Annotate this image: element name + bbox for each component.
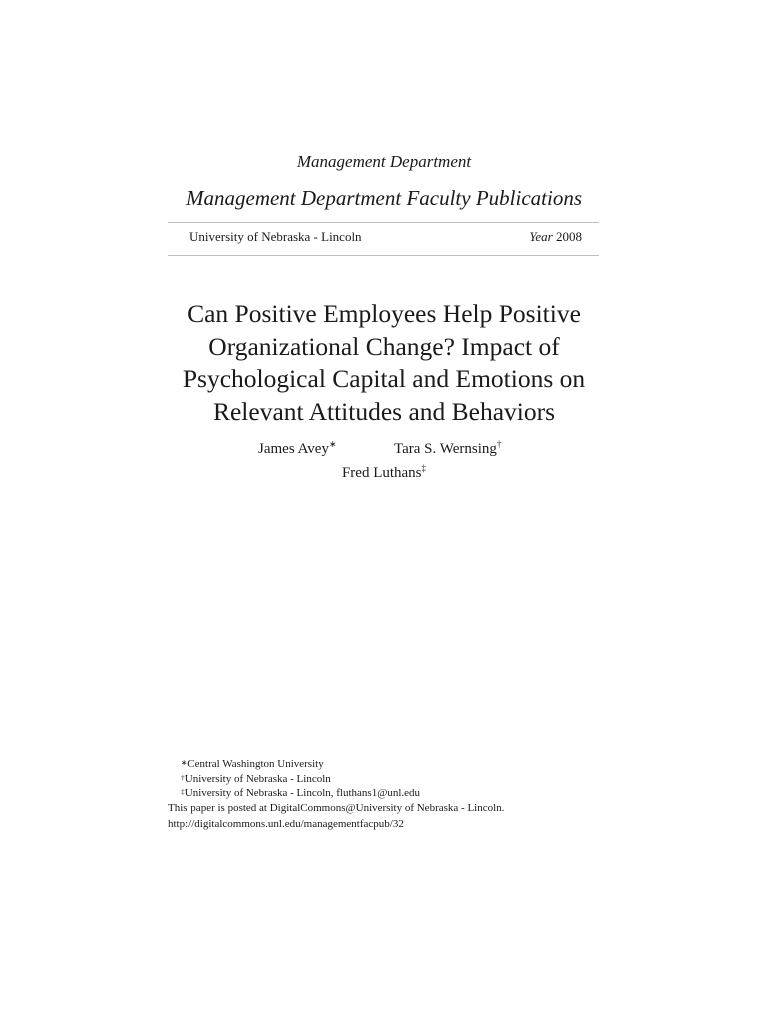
year-value: 2008	[556, 229, 582, 244]
footnote-mark: ‡	[181, 787, 185, 796]
posting-notice: This paper is posted at DigitalCommons@University of Nebraska - Lincoln.	[168, 801, 505, 814]
author-mark: ∗	[328, 439, 337, 449]
footnote-3	[181, 786, 420, 801]
author-name: Fred Luthans	[341, 465, 422, 481]
footnote-mark: ∗	[181, 758, 188, 767]
collection-title: Management Department Faculty Publications	[186, 186, 582, 210]
author-3	[0, 465, 768, 482]
paper-title: Can Positive Employees Help Positive Organizational Change? Impact of Psychological Capital and Emotions on Relevant Attitudes and Behaviors	[182, 299, 586, 426]
footnote-1	[181, 757, 324, 772]
author-1	[258, 441, 337, 458]
author-2	[394, 441, 501, 458]
year-line	[529, 229, 582, 245]
author-name: Tara S. Wernsing	[394, 441, 497, 457]
year-label: Year	[529, 229, 553, 244]
author-name: James Avey	[258, 441, 329, 457]
footnote-2	[181, 772, 331, 787]
author-mark: ‡	[421, 463, 427, 473]
top-divider	[168, 222, 599, 223]
author-mark: †	[496, 439, 502, 449]
institution: University of Nebraska - Lincoln	[189, 229, 362, 244]
footnote-text: University of Nebraska - Lincoln, fluthans1@unl.edu	[184, 787, 421, 799]
repository-url: http://digitalcommons.unl.edu/managementfacpub/32	[168, 818, 404, 830]
footnote-text: Central Washington University	[187, 758, 324, 770]
bottom-divider	[168, 255, 599, 256]
footnote-mark: †	[181, 772, 185, 782]
footnote-text: University of Nebraska - Lincoln	[184, 772, 331, 785]
series-name: Management Department	[296, 152, 472, 171]
